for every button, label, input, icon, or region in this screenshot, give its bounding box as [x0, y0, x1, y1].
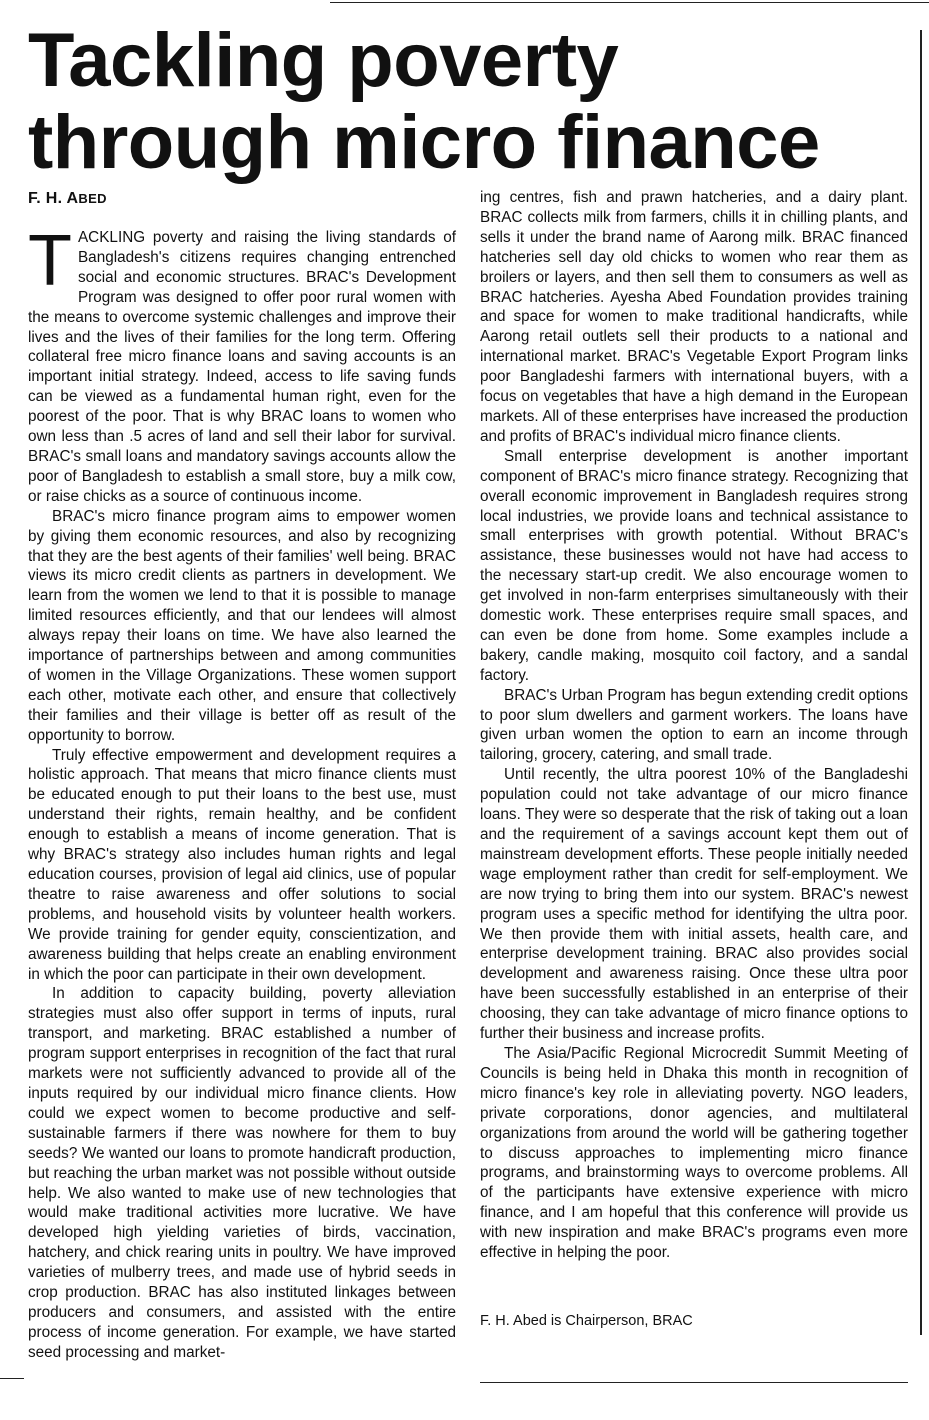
headline: Tackling poverty through micro finance — [28, 18, 820, 185]
right-column-rule — [920, 30, 922, 1335]
byline-surname: BED — [78, 191, 107, 206]
paragraph: In addition to capacity building, poverty alleviation strategies must also offer support in terms of inputs, rural transport, and marketing. BRAC established a number of program support enterprises in recognition of the fact that rural markets were not sufficiently advanced to provide all of the inputs required by our individual micro finance clients. How could we expect women to become productive and self-sustainable farmers if there was nowhere for them to buy seeds? We wanted our loans to promote handicraft production, but reaching the urban market was not possible without outside help. We also wanted to make use of new technologies that would make traditional activities more lucrative. We have developed high yielding varieties of birds, vaccination, hatchery, and chick rearing units in poultry. We have improved varieties of mulberry trees, and made use of hybrid seeds in crop production. BRAC has also instituted linkages between producers and consumers, and assisted with the entire process of income generation. For example, we have started seed processing and market- — [28, 985, 456, 1361]
byline-initials: F. H. A — [28, 190, 79, 207]
paragraph: BRAC's micro finance program aims to empower women by giving them economic resources, and also by recognizing that they are the best agents of their families' well being. BRAC views its micro credit clients as partners in development. We learn from the women we lend to that it is possible to manage limited resources efficiently, and that our lendees will almost always repay their loans on time. We have also learned the importance of partnerships between and among communities of women in the Village Organizations. These women support each other, motivate each other, and ensure that collectively their families and their village is better off as result of the opportunity to borrow. — [28, 507, 456, 744]
paragraph: Until recently, the ultra poorest 10% of the Bangladeshi population could not take advantage of our micro finance loans. They were so desperate that the risk of taking out a loan and the requirement of a savings account kept them out of mainstream development efforts. These people initially needed wage employment rather than credit for self-employment. We are now trying to bring them into our system. BRAC's newest program uses a specific method for identifying the ultra poor. We then provide them with initial assets, health care, and enterprise development training. BRAC also provides social development and awareness raising. Once these ultra poor have been successfully established in an enterprise of their choosing, they can take advantage of micro finance options to further their business and increase profits. — [480, 766, 908, 1043]
author-note: F. H. Abed is Chairperson, BRAC — [480, 1313, 693, 1329]
byline — [28, 190, 107, 208]
top-rule — [330, 2, 929, 3]
right-column — [480, 188, 908, 1263]
bottom-left-rule — [0, 1378, 24, 1379]
paragraph: ing centres, fish and prawn hatcheries, and a dairy plant. BRAC collects milk from farmers, chills it in chilling plants, and sells it under the brand name of Aarong milk. BRAC financed hatcheries sell day old chicks to women who rear them as broilers or layers, and then sell them to consumers as well as BRAC hatcheries. Ayesha Abed Foundation provides training and space for women to make traditional handicrafts, while Aarong retail outlets sell their products to a national and international market. BRAC's Vegetable Export Program links poor Bangladeshi farmers with international buyers, with a focus on vegetables that have a high demand in the European markets. All of these enterprises have increased the production and profits of BRAC's individual micro finance clients. — [480, 189, 908, 445]
paragraph-text: ACKLING poverty and raising the living standards of Bangladesh's citizens requires changing entrenched social and economic structures. BRAC's Development Program was designed to offer poor rural women with the means to overcome systemic challenges and improve their lives and the lives of their families for the long term. Offering collateral free micro finance loans and saving accounts is an important initial strategy. Indeed, access to life saving funds can be viewed as a fundamental human right, even for the poorest of the poor. That is why BRAC loans to women who own less than .5 acres of land and sell their labor for survival. BRAC's small loans and mandatory savings accounts allow the poor of Bangladesh to establish a small store, buy a milk cow, or raise chicks as a source of continuous income. — [28, 229, 456, 505]
paragraph: Small enterprise development is another important component of BRAC's micro finance strategy. Recognizing that overall economic improvement in Bangladesh requires strong local industries, we provide loans and technical assistance to small enterprises with growth potential. Without BRAC's assistance, these businesses would not have had access to the necessary start-up credit. We also encourage women to get involved in non-farm enterprises simultaneously with their domestic work. These enterprises require small spaces, and can even be done from home. Some examples include a bakery, candle making, mosquito coil factory, and a sandal factory. — [480, 447, 908, 684]
paragraph: The Asia/Pacific Regional Microcredit Summit Meeting of Councils is being held in Dhaka this month in recognition of micro finance's key role in alleviating poverty. NGO leaders, private corporations, donor agencies, and multilateral organizations from around the world will be gathering together to discuss approaches to implementing micro finance programs, and brainstorming ways to overcome problems. All of the participants have extensive experience with micro finance, and I am hopeful that this conference will provide us with new inspiration and make BRAC's programs even more effective in helping the poor. — [480, 1044, 908, 1262]
paragraph — [28, 221, 456, 507]
bottom-rule — [480, 1382, 908, 1383]
left-column — [28, 221, 456, 1363]
drop-cap: T — [28, 221, 72, 301]
paragraph: Truly effective empowerment and development requires a holistic approach. That means that micro finance clients must be educated enough to put their loans to the best use, must understand their rights, remain healthy, and be confident enough to establish a means of income generation. That is why BRAC's strategy also includes human rights and legal education courses, provision of legal aid clinics, use of popular theatre to raise awareness and offer solutions to social problems, and household visits by volunteer health workers. We provide training for gender equity, conscientization, and awareness building that helps create an enabling environment in which the poor can participate in their own development. — [28, 746, 456, 983]
paragraph: BRAC's Urban Program has begun extending credit options to poor slum dwellers and garment workers. The loans have given urban women the option to earn an income through tailoring, grocery, catering, and small trade. — [480, 686, 908, 764]
